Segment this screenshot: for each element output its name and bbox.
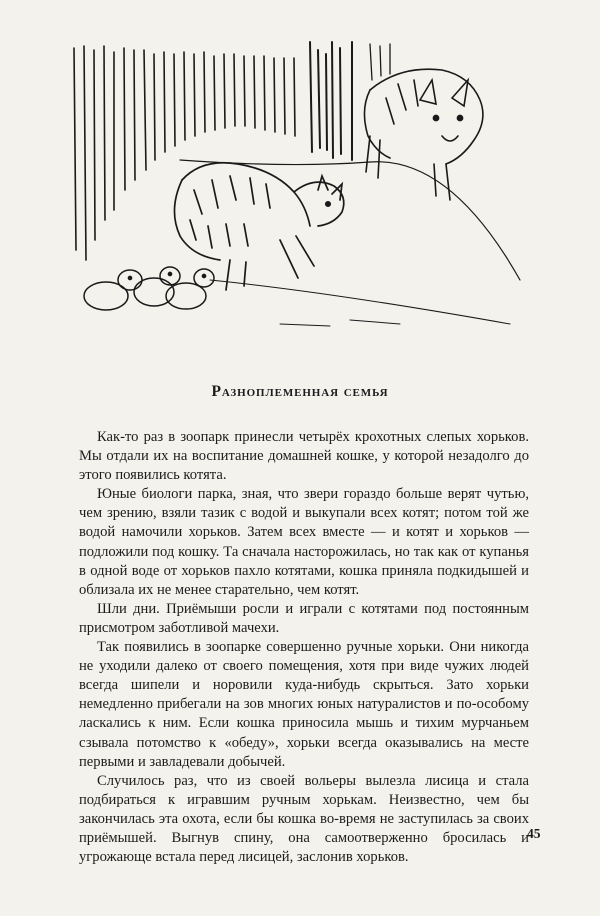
fence-lines xyxy=(370,44,390,80)
paragraph: Случилось раз, что из своей вольеры вылезла лисица и стала подбираться к игравшим ручным хорькам. Неизвестно, чем бы закончилась эта охота, если бы кошка во-время не заступилась за своих приёмышей. Выгнув спину, она самоотверженно бросилась и угрожающе встала перед лисицей, заслонив хорьков. xyxy=(79,772,529,866)
paragraph: Шли дни. Приёмыши росли и играли с котятами под постоянным присмотром заботливой мачехи. xyxy=(79,600,529,636)
chapter-title: Разноплеменная семья xyxy=(211,383,389,400)
paragraph: Как-то раз в зоопарк принесли четырёх крохотных слепых хорьков. Мы отдали их на воспитание домашней кошке, у которой незадолго до этого появились котята. xyxy=(79,429,529,484)
fox-figure xyxy=(364,69,482,200)
page-number: 45 xyxy=(527,826,541,841)
wooden-post xyxy=(310,42,352,160)
paragraph: Юные биологи парка, зная, что звери гораздо больше верят чутью, чем зрению, взяли тазик с водой и выкупали всех котят; потом той же водой намочили хорьков. Затем всех вместе — и котят и хорьков — подложили под кошку. Та сначала насторожилась, но так как от купанья в одной воде от хорьков пахло котятами, кошка приняла подкидышей и облизала их не менее старательно, чем котят. xyxy=(79,486,529,598)
paragraph: Так появились в зоопарке совершенно ручные хорьки. Они никогда не уходили далеко от своего помещения, хотя при виде чужих людей всегда шипели и норовили куда-нибудь скрыться. Зато хорьки немедленно прибегали на зов многих юных натуралистов и по-особому ласкались к ним. Если кошка приносила мышь и тихим мурчаньем сзывала потомство к «обеду», хорьки всегда оказывались на месте первыми и завладевали добычей. xyxy=(79,639,529,770)
cat-figure xyxy=(174,163,343,290)
animal-illustration xyxy=(70,40,530,340)
body-text xyxy=(79,428,529,867)
wall-lines xyxy=(74,46,295,260)
ferret-figures xyxy=(84,267,214,310)
